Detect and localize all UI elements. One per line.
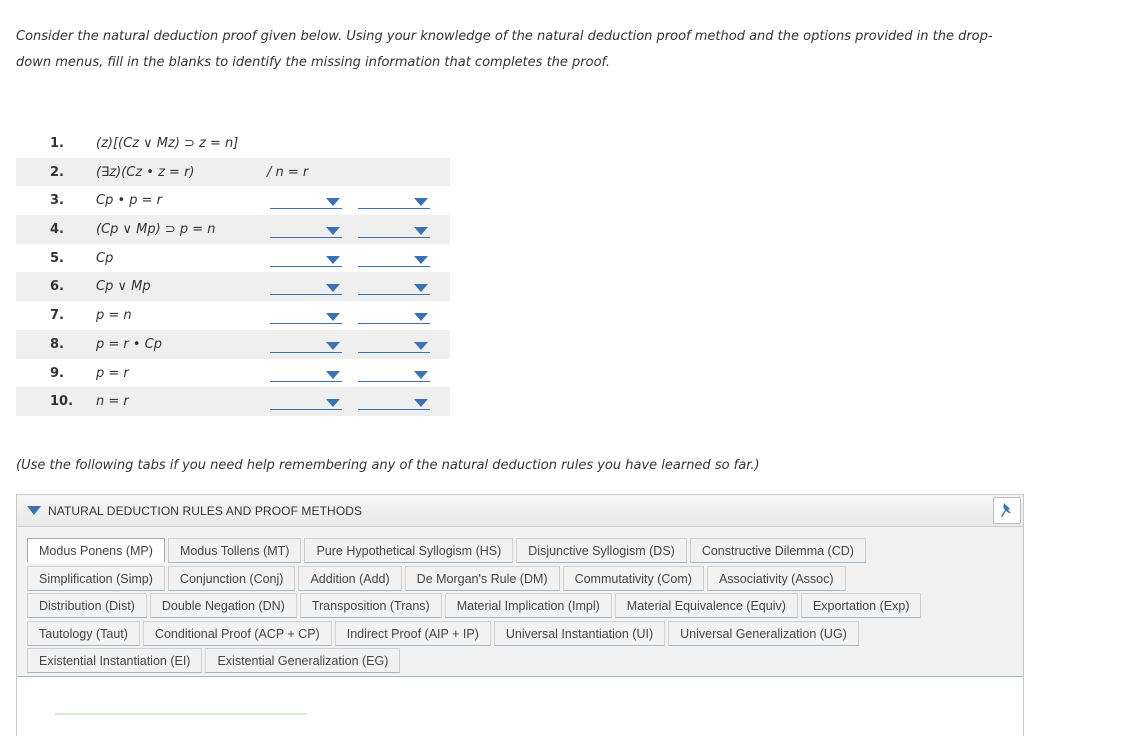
dropdown-arrow-icon	[326, 342, 340, 350]
line-reference-dropdown[interactable]	[270, 252, 342, 267]
line-number: 6.	[50, 279, 64, 295]
line-number: 5.	[50, 250, 64, 266]
line-formula: Cp ∨ Mp	[96, 279, 151, 295]
rule-tab[interactable]: Existential Generalization (EG)	[205, 648, 400, 673]
rule-dropdown[interactable]	[358, 252, 430, 267]
rule-dropdown[interactable]	[358, 194, 430, 209]
line-formula: p = r • Cp	[96, 336, 163, 352]
line-formula: n = r	[96, 394, 129, 410]
line-number: 9.	[50, 365, 64, 381]
tab-row	[27, 648, 1007, 676]
proof-line-3	[16, 186, 450, 215]
rule-tab[interactable]: Constructive Dilemma (CD)	[690, 538, 866, 563]
line-formula: (z)[(Cz ∨ Mz) ⊃ z = n]	[96, 136, 239, 151]
dropdown-arrow-icon	[414, 284, 428, 292]
rule-tab[interactable]: Material Equivalence (Equiv)	[615, 593, 798, 618]
line-number: 1.	[50, 136, 64, 151]
rule-tab[interactable]: Pure Hypothetical Syllogism (HS)	[304, 538, 513, 563]
rule-tab[interactable]: Material Implication (Impl)	[445, 593, 612, 618]
line-formula: p = n	[96, 308, 132, 324]
dropdown-arrow-icon	[414, 313, 428, 321]
line-reference-dropdown[interactable]	[270, 280, 342, 295]
rule-dropdown[interactable]	[358, 223, 430, 238]
rule-dropdown[interactable]	[358, 338, 430, 353]
line-formula: p = r	[96, 365, 129, 381]
dropdown-arrow-icon	[326, 256, 340, 264]
dropdown-arrow-icon	[414, 198, 428, 206]
rule-dropdown[interactable]	[358, 395, 430, 410]
proof-line-5	[16, 244, 450, 273]
line-formula: (∃z)(Cz • z = r)	[96, 164, 195, 180]
dropdown-arrow-icon	[326, 284, 340, 292]
rule-tab[interactable]: Universal Generalization (UG)	[668, 621, 859, 646]
dropdown-arrow-icon	[326, 227, 340, 235]
rule-tab[interactable]: Distribution (Dist)	[27, 593, 147, 618]
line-reference-dropdown[interactable]	[270, 309, 342, 324]
rule-tab[interactable]: Double Negation (DN)	[150, 593, 297, 618]
instructions-line-1: Consider the natural deduction proof given below. Using your knowledge of the natural deduction proof method and the options provided in the drop-	[16, 29, 993, 44]
line-number: 4.	[50, 222, 64, 238]
dropdown-arrow-icon	[414, 342, 428, 350]
rule-tab[interactable]: Simplification (Simp)	[27, 566, 165, 591]
line-formula: Cp • p = r	[96, 193, 163, 209]
proof-table	[16, 129, 450, 416]
rule-tab[interactable]: Indirect Proof (AIP + IP)	[335, 621, 491, 646]
proof-line-8	[16, 330, 450, 359]
rule-tab[interactable]: Tautology (Taut)	[27, 621, 140, 646]
dropdown-arrow-icon	[326, 399, 340, 407]
line-formula: (Cp ∨ Mp) ⊃ p = n	[96, 222, 216, 238]
rule-dropdown[interactable]	[358, 367, 430, 382]
rule-tab[interactable]: Associativity (Assoc)	[707, 566, 846, 591]
line-number: 2.	[50, 164, 64, 180]
rule-tab[interactable]: Existential Instantiation (EI)	[27, 648, 202, 673]
collapse-triangle-icon[interactable]	[27, 506, 41, 515]
rule-tab[interactable]: Disjunctive Syllogism (DS)	[516, 538, 687, 563]
proof-line-1	[16, 129, 450, 158]
line-reference-dropdown[interactable]	[270, 395, 342, 410]
rule-tab[interactable]: Modus Ponens (MP)	[27, 538, 165, 563]
line-reference-dropdown[interactable]	[270, 338, 342, 353]
rules-panel-title: NATURAL DEDUCTION RULES AND PROOF METHODS	[48, 504, 363, 518]
proof-line-4	[16, 215, 450, 244]
dropdown-arrow-icon	[414, 256, 428, 264]
proof-line-2	[16, 158, 450, 187]
instructions	[16, 24, 1026, 76]
tab-row	[27, 566, 1007, 594]
rule-tab[interactable]: De Morgan's Rule (DM)	[405, 566, 560, 591]
pin-icon	[999, 502, 1013, 518]
proof-line-6	[16, 272, 450, 301]
rules-tabs	[27, 538, 1007, 676]
rule-tab[interactable]: Exportation (Exp)	[801, 593, 922, 618]
dropdown-arrow-icon	[414, 399, 428, 407]
proof-line-10	[16, 387, 450, 416]
rule-dropdown[interactable]	[358, 309, 430, 324]
rule-dropdown[interactable]	[358, 280, 430, 295]
rule-tab[interactable]: Modus Tollens (MT)	[168, 538, 302, 563]
dropdown-arrow-icon	[326, 313, 340, 321]
rule-tab[interactable]: Transposition (Trans)	[300, 593, 442, 618]
pin-button[interactable]	[993, 497, 1021, 524]
tab-row	[27, 593, 1007, 621]
help-text: (Use the following tabs if you need help remembering any of the natural deduction rules you have learned so far.)	[16, 458, 760, 473]
rule-tab[interactable]: Commutativity (Com)	[563, 566, 704, 591]
rule-tab[interactable]: Conjunction (Conj)	[168, 566, 296, 591]
dropdown-arrow-icon	[414, 371, 428, 379]
rule-tab[interactable]: Universal Instantiation (UI)	[494, 621, 665, 646]
rules-panel	[16, 494, 1024, 736]
proof-conclusion: / n = r	[267, 164, 309, 180]
line-number: 7.	[50, 308, 64, 324]
rules-panel-header[interactable]	[17, 495, 1023, 527]
line-reference-dropdown[interactable]	[270, 194, 342, 209]
dropdown-arrow-icon	[326, 198, 340, 206]
line-reference-dropdown[interactable]	[270, 367, 342, 382]
line-number: 8.	[50, 336, 64, 352]
line-reference-dropdown[interactable]	[270, 223, 342, 238]
tab-row	[27, 538, 1007, 566]
rule-tab[interactable]: Conditional Proof (ACP + CP)	[143, 621, 332, 646]
instructions-line-2: down menus, fill in the blanks to identify the missing information that completes the proof.	[16, 55, 611, 70]
line-formula: Cp	[96, 250, 114, 266]
proof-line-9	[16, 359, 450, 388]
line-number: 10.	[50, 394, 74, 410]
line-number: 3.	[50, 193, 64, 209]
tab-row	[27, 621, 1007, 649]
rules-tab-content	[17, 676, 1023, 737]
dropdown-arrow-icon	[326, 371, 340, 379]
rule-tab[interactable]: Addition (Add)	[298, 566, 401, 591]
proof-line-7	[16, 301, 450, 330]
dropdown-arrow-icon	[414, 227, 428, 235]
